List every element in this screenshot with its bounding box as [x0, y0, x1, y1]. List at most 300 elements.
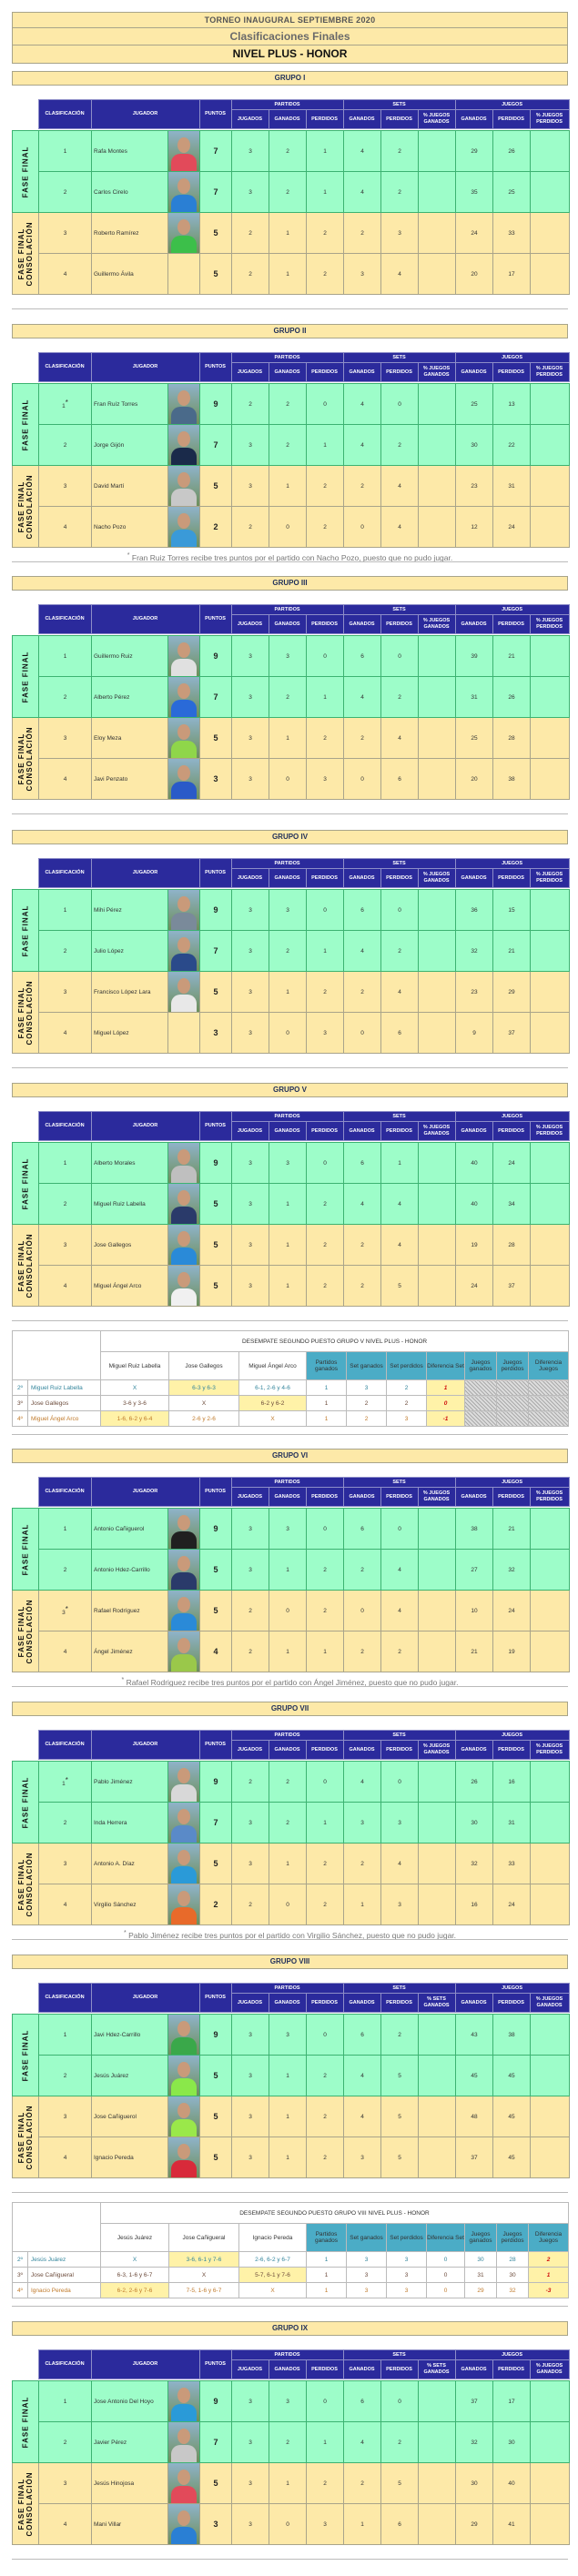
points: 3	[200, 2504, 232, 2545]
subheader-cell: GANADOS	[269, 1741, 306, 1760]
star-icon: *	[65, 1604, 68, 1613]
stat-cell	[419, 718, 456, 759]
stat-cell: 4	[344, 384, 381, 425]
position: 3	[63, 734, 67, 742]
group-title: GRUPO VII	[12, 1702, 568, 1716]
position: 4	[63, 523, 67, 530]
header-juegos: JUEGOS	[455, 1984, 569, 1994]
player-photo	[168, 1143, 199, 1183]
stat-cell: 2	[307, 2463, 344, 2504]
table-row	[13, 1884, 570, 1925]
position: 4	[63, 2520, 67, 2528]
points: 7	[200, 131, 232, 172]
header-partidos: PARTIDOS	[231, 1112, 343, 1122]
stat-cell	[419, 1266, 456, 1307]
stat-cell: 3	[232, 890, 269, 931]
stat-cell: 2	[381, 2422, 419, 2463]
stat-cell: 3	[232, 718, 269, 759]
player-name: Mani Villar	[92, 2504, 168, 2545]
points: 5	[200, 213, 232, 254]
stat-cell: 21	[493, 1509, 531, 1550]
photo-cell	[168, 466, 200, 507]
points: 5	[200, 1550, 232, 1591]
player-photo	[168, 972, 199, 1012]
group-section	[12, 576, 568, 814]
consolacion-line-1: FASE FINAL	[17, 1239, 25, 1291]
tiebreak-stat: 1	[307, 1380, 347, 1396]
tiebreak-player: Miguel Ruiz Labella	[28, 1380, 101, 1396]
position-cell	[39, 172, 92, 213]
stat-cell: 5	[381, 2137, 419, 2178]
subheader-cell: PERDIDOS	[380, 869, 418, 888]
tiebreak-stat: 3	[387, 2252, 427, 2268]
photo-cell	[168, 972, 200, 1013]
subheader-cell: PERDIDOS	[380, 2360, 418, 2379]
standings-header	[12, 99, 570, 129]
fase-consolacion-text	[17, 221, 34, 286]
position-cell	[39, 1550, 92, 1591]
subheader-cell: GANADOS	[455, 363, 492, 382]
player-name: Javi Penzato	[92, 759, 168, 800]
stat-cell	[531, 384, 570, 425]
tiebreak-stat-header: Juegos perdidos	[497, 2224, 529, 2252]
photo-cell	[168, 172, 200, 213]
header-partidos: PARTIDOS	[231, 1984, 343, 1994]
match-result: 6-3 y 6-3	[169, 1380, 239, 1396]
subheader-cell: % JUEGOS GANADOS	[530, 2360, 569, 2379]
stat-cell: 3	[381, 1803, 419, 1844]
player-name: Rafa Montes	[92, 131, 168, 172]
section-divider	[12, 1939, 568, 1940]
group-section	[12, 324, 568, 562]
tiebreak-stat-header: Partidos ganados	[307, 2224, 347, 2252]
stat-cell: 6	[381, 1013, 419, 1054]
subheader-cell: GANADOS	[343, 1122, 380, 1141]
table-row	[13, 2096, 570, 2137]
stat-cell: 25	[456, 718, 493, 759]
tiebreak-stat: 1	[307, 2268, 347, 2283]
subheader-cell: PERDIDOS	[492, 1994, 530, 2013]
position-cell	[39, 931, 92, 972]
subheader-cell: GANADOS	[343, 110, 380, 129]
fase-consolacion-text	[17, 980, 34, 1045]
header-clasificacion: CLASIFICACIÓN	[38, 100, 91, 129]
star-icon: *	[121, 1676, 125, 1683]
stat-cell: 0	[381, 1762, 419, 1803]
tiebreak-stat: 1	[307, 1411, 347, 1427]
table-row	[13, 172, 570, 213]
photo-cell	[168, 425, 200, 466]
stat-cell	[531, 2137, 570, 2178]
player-name: Inda Herrera	[92, 1803, 168, 1844]
stat-cell: 3	[232, 1184, 269, 1225]
footnote-text: Pablo Jiménez recibe tres puntos por el partido con Virgilio Sánchez, puesto que no pudo jugar.	[128, 1930, 457, 1940]
player-photo	[168, 931, 199, 971]
stat-cell	[531, 2463, 570, 2504]
subheader-cell: % JUEGOS PERDIDOS	[530, 1741, 569, 1760]
subheader-cell: PERDIDOS	[380, 1994, 418, 2013]
stat-cell: 22	[493, 425, 531, 466]
position-cell	[39, 2096, 92, 2137]
stat-cell: 3	[232, 1550, 269, 1591]
opponent-header: Miguel Ángel Arco	[239, 1352, 307, 1380]
tiebreak-stat: 0	[427, 2283, 465, 2298]
stat-cell: 3	[307, 759, 344, 800]
subheader-cell: PERDIDOS	[380, 1122, 418, 1141]
header-partidos: PARTIDOS	[231, 859, 343, 869]
tiebreak-row	[13, 1396, 569, 1411]
stat-cell: 2	[232, 254, 269, 295]
player-photo	[168, 636, 199, 676]
points: 7	[200, 677, 232, 718]
table-row	[13, 931, 570, 972]
fase-final-text: FASE FINAL	[21, 399, 30, 450]
photo-cell	[168, 254, 200, 295]
stat-cell: 2	[344, 1225, 381, 1266]
tiebreak-stat-header: Diferencia Juegos	[529, 1352, 569, 1380]
stat-cell: 1	[344, 1884, 381, 1925]
table-row	[13, 131, 570, 172]
table-row	[13, 1509, 570, 1550]
position-cell	[39, 2381, 92, 2422]
player-name: Ángel Jiménez	[92, 1631, 168, 1672]
stat-cell	[531, 890, 570, 931]
stat-cell: 0	[269, 2504, 307, 2545]
position: 1	[63, 147, 67, 155]
stat-cell: 37	[456, 2137, 493, 2178]
stat-cell: 15	[493, 890, 531, 931]
standings-header	[12, 604, 570, 634]
table-row	[13, 2056, 570, 2096]
stat-cell	[419, 1184, 456, 1225]
stat-cell: 3	[232, 2422, 269, 2463]
stat-cell: 23	[456, 972, 493, 1013]
stat-cell: 32	[493, 1550, 531, 1591]
player-name: Antonio Hdez-Carrillo	[92, 1550, 168, 1591]
position: 1	[63, 2031, 67, 2038]
stat-cell: 39	[456, 636, 493, 677]
stat-cell: 3	[344, 2137, 381, 2178]
group-section	[12, 1702, 568, 1940]
stat-cell: 0	[344, 759, 381, 800]
stat-cell: 23	[456, 466, 493, 507]
position: 1	[62, 403, 66, 410]
header-sets: SETS	[343, 1112, 455, 1122]
points: 2	[200, 507, 232, 548]
header-clasificacion: CLASIFICACIÓN	[38, 605, 91, 634]
tiebreak-stat: 3	[387, 1411, 427, 1427]
stat-cell: 21	[493, 931, 531, 972]
header-partidos: PARTIDOS	[231, 100, 343, 110]
fase-final-label	[13, 636, 39, 718]
header-puntos: PUNTOS	[199, 859, 231, 888]
fase-final-text: FASE FINAL	[21, 146, 30, 197]
position: 3	[63, 2480, 67, 2487]
stat-cell	[531, 759, 570, 800]
stat-cell	[531, 1143, 570, 1184]
table-row	[13, 466, 570, 507]
group-title: GRUPO VI	[12, 1449, 568, 1463]
stat-cell: 0	[307, 384, 344, 425]
tiebreak-stat	[529, 1396, 569, 1411]
stat-cell	[419, 466, 456, 507]
stat-cell: 37	[493, 1013, 531, 1054]
header-blank	[12, 605, 38, 634]
consolacion-line-1: FASE FINAL	[17, 2111, 25, 2163]
stat-cell	[531, 2015, 570, 2056]
standings-body	[12, 2380, 570, 2545]
stat-cell: 1	[307, 172, 344, 213]
header-jugador: JUGADOR	[91, 1984, 199, 2013]
stat-cell: 37	[456, 2381, 493, 2422]
consolacion-line-2: CONSOLACIÓN	[25, 726, 34, 791]
player-photo	[168, 384, 199, 424]
player-photo	[168, 759, 199, 799]
player-photo	[168, 466, 199, 506]
tiebreak-stat: 1	[307, 2252, 347, 2268]
stat-cell	[531, 2056, 570, 2096]
header-clasificacion: CLASIFICACIÓN	[38, 1112, 91, 1141]
stat-cell: 0	[307, 1143, 344, 1184]
star-icon: *	[65, 1775, 68, 1784]
header-clasificacion: CLASIFICACIÓN	[38, 859, 91, 888]
stat-cell: 43	[456, 2015, 493, 2056]
table-row	[13, 1266, 570, 1307]
header-partidos: PARTIDOS	[231, 1731, 343, 1741]
position: 2	[63, 947, 67, 955]
stat-cell: 2	[232, 1591, 269, 1631]
tiebreak-stat: 29	[465, 2283, 497, 2298]
stat-cell: 21	[493, 636, 531, 677]
header-puntos: PUNTOS	[199, 605, 231, 634]
header-jugador: JUGADOR	[91, 2350, 199, 2379]
stat-cell: 45	[493, 2056, 531, 2096]
position-cell	[39, 1225, 92, 1266]
table-row	[13, 1013, 570, 1054]
position-cell	[39, 1844, 92, 1884]
stat-cell	[531, 2381, 570, 2422]
section-divider	[12, 2192, 568, 2193]
player-photo	[168, 1631, 199, 1672]
player-name: Miguel Ángel Arco	[92, 1266, 168, 1307]
fase-consolacion-label	[13, 972, 39, 1054]
stat-cell	[531, 2504, 570, 2545]
stat-cell	[419, 2422, 456, 2463]
tiebreak-stat: -1	[427, 1411, 465, 1427]
stat-cell: 6	[344, 2381, 381, 2422]
position: 1	[63, 1159, 67, 1167]
position: 4	[63, 1901, 67, 1908]
consolacion-line-1: FASE FINAL	[17, 227, 25, 279]
photo-cell	[168, 1803, 200, 1844]
position-cell	[39, 2422, 92, 2463]
stat-cell: 0	[269, 1884, 307, 1925]
stat-cell: 24	[456, 213, 493, 254]
position-cell	[39, 425, 92, 466]
tiebreak-stat	[529, 1411, 569, 1427]
stat-cell: 2	[307, 2056, 344, 2096]
opponent-header: Jesús Juárez	[101, 2224, 169, 2252]
stat-cell: 0	[344, 507, 381, 548]
consolacion-line-2: CONSOLACIÓN	[25, 474, 34, 539]
fase-final-text: FASE FINAL	[21, 1776, 30, 1828]
match-result: 6-1, 2-6 y 4-6	[239, 1380, 307, 1396]
group-title: GRUPO V	[12, 1083, 568, 1097]
match-result: 2-6 y 2-6	[169, 1411, 239, 1427]
subheader-cell: JUGADOS	[231, 2360, 269, 2379]
standings-header	[12, 858, 570, 888]
stat-cell	[419, 425, 456, 466]
consolacion-line-2: CONSOLACIÓN	[25, 2105, 34, 2169]
stat-cell	[531, 1225, 570, 1266]
position-cell	[39, 1013, 92, 1054]
level-title: NIVEL PLUS - HONOR	[232, 47, 348, 60]
stat-cell	[419, 2504, 456, 2545]
subheader-cell: PERDIDOS	[306, 1994, 343, 2013]
consolacion-line-1: FASE FINAL	[17, 2478, 25, 2530]
stat-cell: 0	[381, 890, 419, 931]
stat-cell: 4	[381, 718, 419, 759]
stat-cell: 3	[381, 213, 419, 254]
stat-cell	[531, 507, 570, 548]
stat-cell: 25	[493, 172, 531, 213]
photo-cell	[168, 1013, 200, 1054]
table-row	[13, 213, 570, 254]
stat-cell: 2	[307, 1184, 344, 1225]
points: 5	[200, 1844, 232, 1884]
table-row	[13, 1225, 570, 1266]
header-sets: SETS	[343, 2350, 455, 2360]
position: 4	[63, 1282, 67, 1289]
subheader-cell: % SETS GANADOS	[418, 2360, 455, 2379]
tiebreak-blank	[13, 1331, 101, 1352]
stat-cell: 0	[307, 2015, 344, 2056]
stat-cell: 2	[344, 466, 381, 507]
player-name: Javier Pérez	[92, 2422, 168, 2463]
footnote-text: Fran Ruiz Torres recibe tres puntos por el partido con Nacho Pozo, puesto que no pudo jugar.	[131, 552, 453, 562]
standings-body	[12, 383, 570, 548]
stat-cell	[531, 636, 570, 677]
standings-header	[12, 1477, 570, 1507]
table-row	[13, 1803, 570, 1844]
match-result: 3-6, 6-1 y 7-6	[169, 2252, 239, 2268]
subheader-cell: PERDIDOS	[380, 363, 418, 382]
stat-cell: 0	[307, 2381, 344, 2422]
player-photo	[168, 425, 199, 465]
table-row	[13, 677, 570, 718]
subheader-cell: % JUEGOS GANADOS	[418, 363, 455, 382]
position: 4	[63, 1029, 67, 1036]
position: 3	[63, 1860, 67, 1867]
stat-cell: 1	[269, 2137, 307, 2178]
player-photo	[168, 1266, 199, 1306]
points: 9	[200, 636, 232, 677]
subheader-cell: JUGADOS	[231, 1122, 269, 1141]
stat-cell: 29	[456, 2504, 493, 2545]
stat-cell: 3	[232, 2056, 269, 2096]
stat-cell: 2	[269, 425, 307, 466]
stat-cell: 4	[344, 2056, 381, 2096]
stat-cell: 3	[232, 2463, 269, 2504]
stat-cell: 3	[232, 1803, 269, 1844]
position: 2	[63, 1200, 67, 1207]
stat-cell: 1	[269, 1184, 307, 1225]
match-result: X	[169, 1396, 239, 1411]
stat-cell: 0	[307, 1509, 344, 1550]
tiebreak-stat: 0	[427, 1396, 465, 1411]
points: 5	[200, 2463, 232, 2504]
points: 9	[200, 2015, 232, 2056]
section-divider	[12, 1320, 568, 1321]
header-puntos: PUNTOS	[199, 1984, 231, 2013]
stat-cell: 30	[493, 2422, 531, 2463]
match-result: X	[101, 2252, 169, 2268]
table-row	[13, 2381, 570, 2422]
fase-final-text: FASE FINAL	[21, 1157, 30, 1209]
position: 1	[63, 652, 67, 660]
table-row	[13, 890, 570, 931]
stat-cell: 3	[232, 2015, 269, 2056]
star-icon: *	[65, 398, 68, 407]
stat-cell: 2	[344, 1631, 381, 1672]
stat-cell	[531, 1509, 570, 1550]
player-photo	[168, 213, 199, 253]
photo-cell	[168, 1225, 200, 1266]
stat-cell: 26	[456, 1762, 493, 1803]
stat-cell: 1	[307, 425, 344, 466]
photo-cell	[168, 2463, 200, 2504]
photo-cell	[168, 507, 200, 548]
player-name: Guillermo Ruiz	[92, 636, 168, 677]
stat-cell: 13	[493, 384, 531, 425]
stat-cell	[419, 2381, 456, 2422]
match-result: 1-6, 6-2 y 6-4	[101, 1411, 169, 1427]
player-name: Miguel Ruiz Labella	[92, 1184, 168, 1225]
position-cell	[39, 254, 92, 295]
tiebreak-stat: 2	[387, 1380, 427, 1396]
header-puntos: PUNTOS	[199, 100, 231, 129]
player-photo	[168, 2056, 199, 2096]
table-row	[13, 972, 570, 1013]
tiebreak-stat: 3	[347, 2252, 387, 2268]
header-sets: SETS	[343, 1478, 455, 1488]
player-photo	[168, 1550, 199, 1590]
stat-cell	[531, 213, 570, 254]
stat-cell	[419, 1143, 456, 1184]
subheader-cell: GANADOS	[455, 1488, 492, 1507]
stat-cell: 4	[381, 1184, 419, 1225]
points: 7	[200, 172, 232, 213]
header-blank	[12, 1478, 38, 1507]
table-row	[13, 2015, 570, 2056]
subheader-cell: GANADOS	[269, 1122, 306, 1141]
position-cell	[39, 636, 92, 677]
stat-cell: 5	[381, 2056, 419, 2096]
tiebreak-table	[12, 1330, 569, 1427]
stat-cell	[419, 1631, 456, 1672]
stat-cell: 0	[269, 759, 307, 800]
stat-cell: 3	[232, 425, 269, 466]
photo-cell	[168, 1184, 200, 1225]
position: 4	[63, 775, 67, 783]
table-row	[13, 1550, 570, 1591]
fase-consolacion-label	[13, 2463, 39, 2545]
tiebreak-stat-header: Set ganados	[347, 1352, 387, 1380]
header-puntos: PUNTOS	[199, 1731, 231, 1760]
footnote-text: Rafael Rodriguez recibe tres puntos por el partido con Ángel Jiménez, puesto que no pudo jugar.	[126, 1677, 459, 1687]
stat-cell: 4	[381, 466, 419, 507]
subheader-cell: % JUEGOS GANADOS	[418, 1488, 455, 1507]
